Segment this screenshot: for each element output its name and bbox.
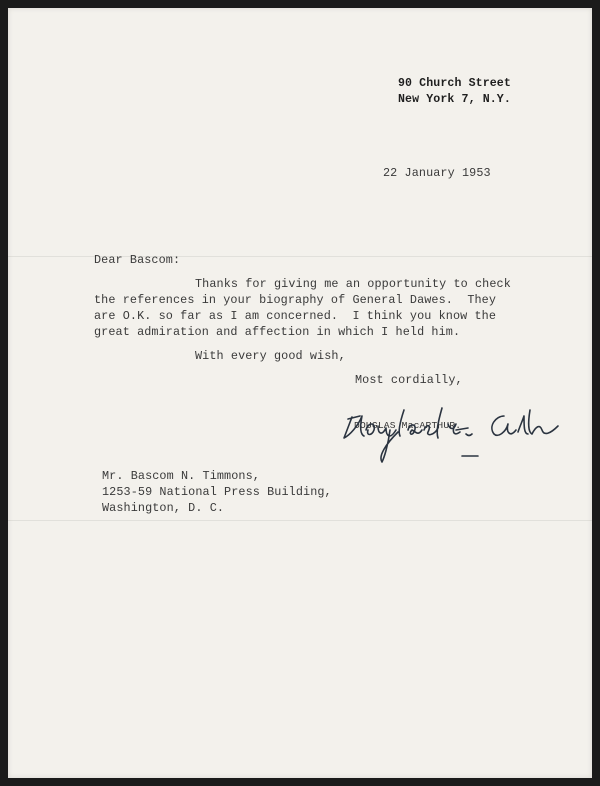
body-line: are O.K. so far as I am concerned. I think you know the: [94, 309, 497, 323]
salutation: Dear Bascom:: [94, 253, 181, 267]
recipient-address-line: 1253-59 National Press Building,: [102, 485, 332, 499]
closing: Most cordially,: [355, 373, 463, 387]
well-wish: With every good wish,: [195, 349, 346, 363]
letterhead-street: 90 Church Street: [398, 77, 511, 90]
paper-fold-line: [8, 520, 592, 521]
body-line: the references in your biography of General Dawes. They: [94, 293, 497, 307]
handwritten-signature: [338, 386, 568, 476]
letter-date: 22 January 1953: [383, 166, 491, 180]
recipient-name: Mr. Bascom N. Timmons,: [102, 469, 260, 483]
letterhead-city: New York 7, N.Y.: [398, 93, 511, 106]
letter-page: [8, 8, 592, 778]
body-line: Thanks for giving me an opportunity to check: [195, 277, 511, 291]
body-line: great admiration and affection in which I held him.: [94, 325, 461, 339]
typed-signature-name: DOUGLAS MacARTHUR.: [354, 420, 462, 431]
recipient-address-line: Washington, D. C.: [102, 501, 225, 515]
